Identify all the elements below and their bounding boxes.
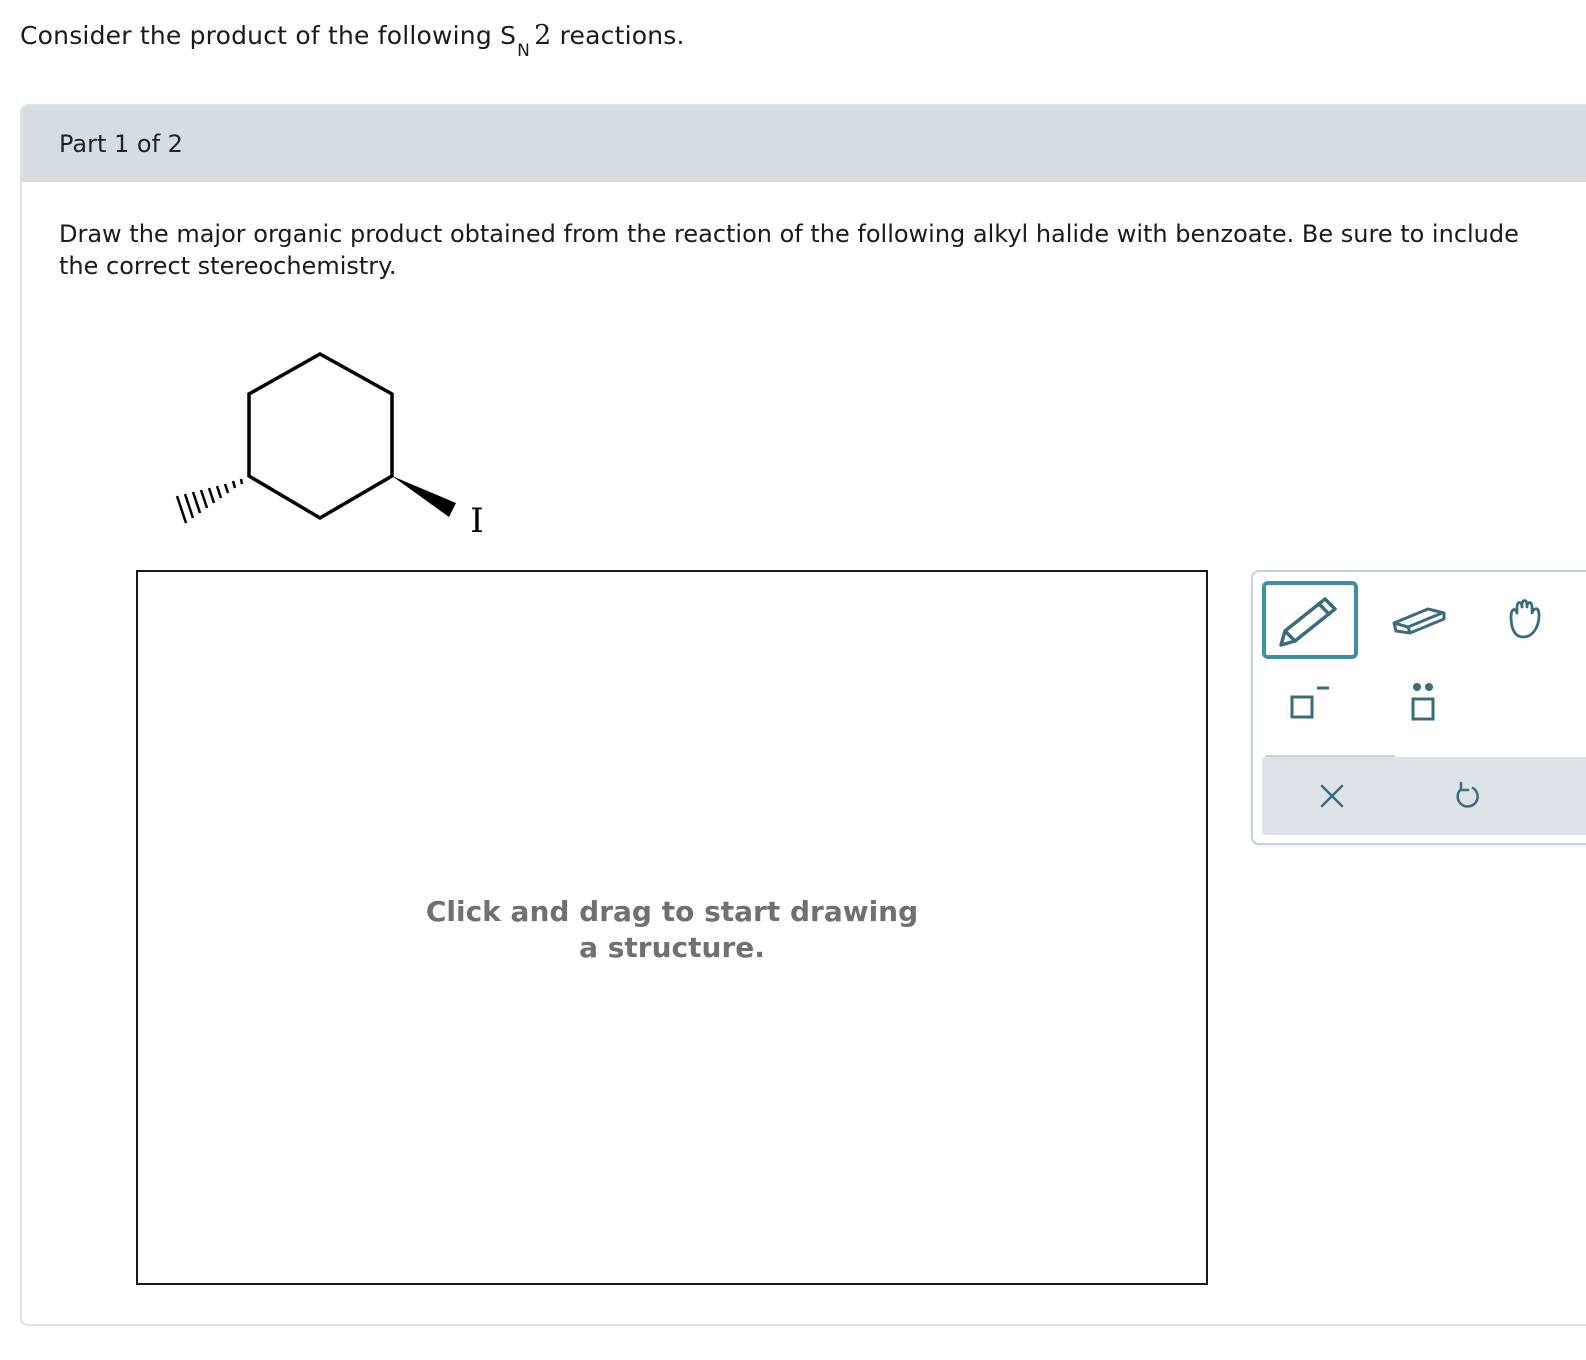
canvas-hint-line2: a structure. [579, 931, 765, 964]
part-header [22, 106, 1586, 182]
alkyl-halide-structure [167, 341, 507, 541]
question-text: Draw the major organic product obtained from the reaction of the following alkyl halide with benzoate. Be sure to include the correct stereochemistry. [59, 220, 1519, 280]
drawing-toolbar [1251, 570, 1586, 845]
wedge-bond [392, 476, 456, 517]
intro-suffix: reactions. [551, 21, 685, 50]
lone-pair-tool-button[interactable] [1388, 672, 1458, 732]
action-bar [1262, 757, 1586, 835]
drawing-canvas[interactable] [136, 570, 1208, 1285]
clear-icon [1317, 781, 1347, 811]
clear-button[interactable] [1302, 763, 1362, 829]
iodine-label: I [470, 501, 484, 541]
intro-number: 2 [534, 20, 552, 51]
hand-icon [1503, 595, 1553, 645]
intro-prefix: Consider the product of the following S [20, 21, 517, 50]
question-card [20, 104, 1586, 1326]
canvas-hint-line1: Click and drag to start drawing [425, 895, 919, 928]
hashed-bond [177, 479, 242, 523]
intro-subscript: N [517, 41, 531, 61]
eraser-tool-button[interactable] [1383, 587, 1453, 652]
undo-button[interactable] [1437, 763, 1497, 829]
charge-tool-button[interactable] [1273, 672, 1343, 732]
canvas-hint [138, 894, 1206, 966]
hand-tool-button[interactable] [1493, 587, 1563, 652]
lone-pair-icon [1398, 677, 1448, 727]
pencil-tool-button[interactable] [1262, 581, 1358, 659]
intro-text [20, 20, 685, 61]
pencil-icon [1273, 591, 1347, 649]
undo-icon [1451, 780, 1483, 812]
eraser-icon [1388, 595, 1448, 645]
cyclohexane-ring [249, 354, 392, 518]
part-label: Part 1 of 2 [59, 130, 183, 158]
charge-icon [1283, 679, 1333, 725]
